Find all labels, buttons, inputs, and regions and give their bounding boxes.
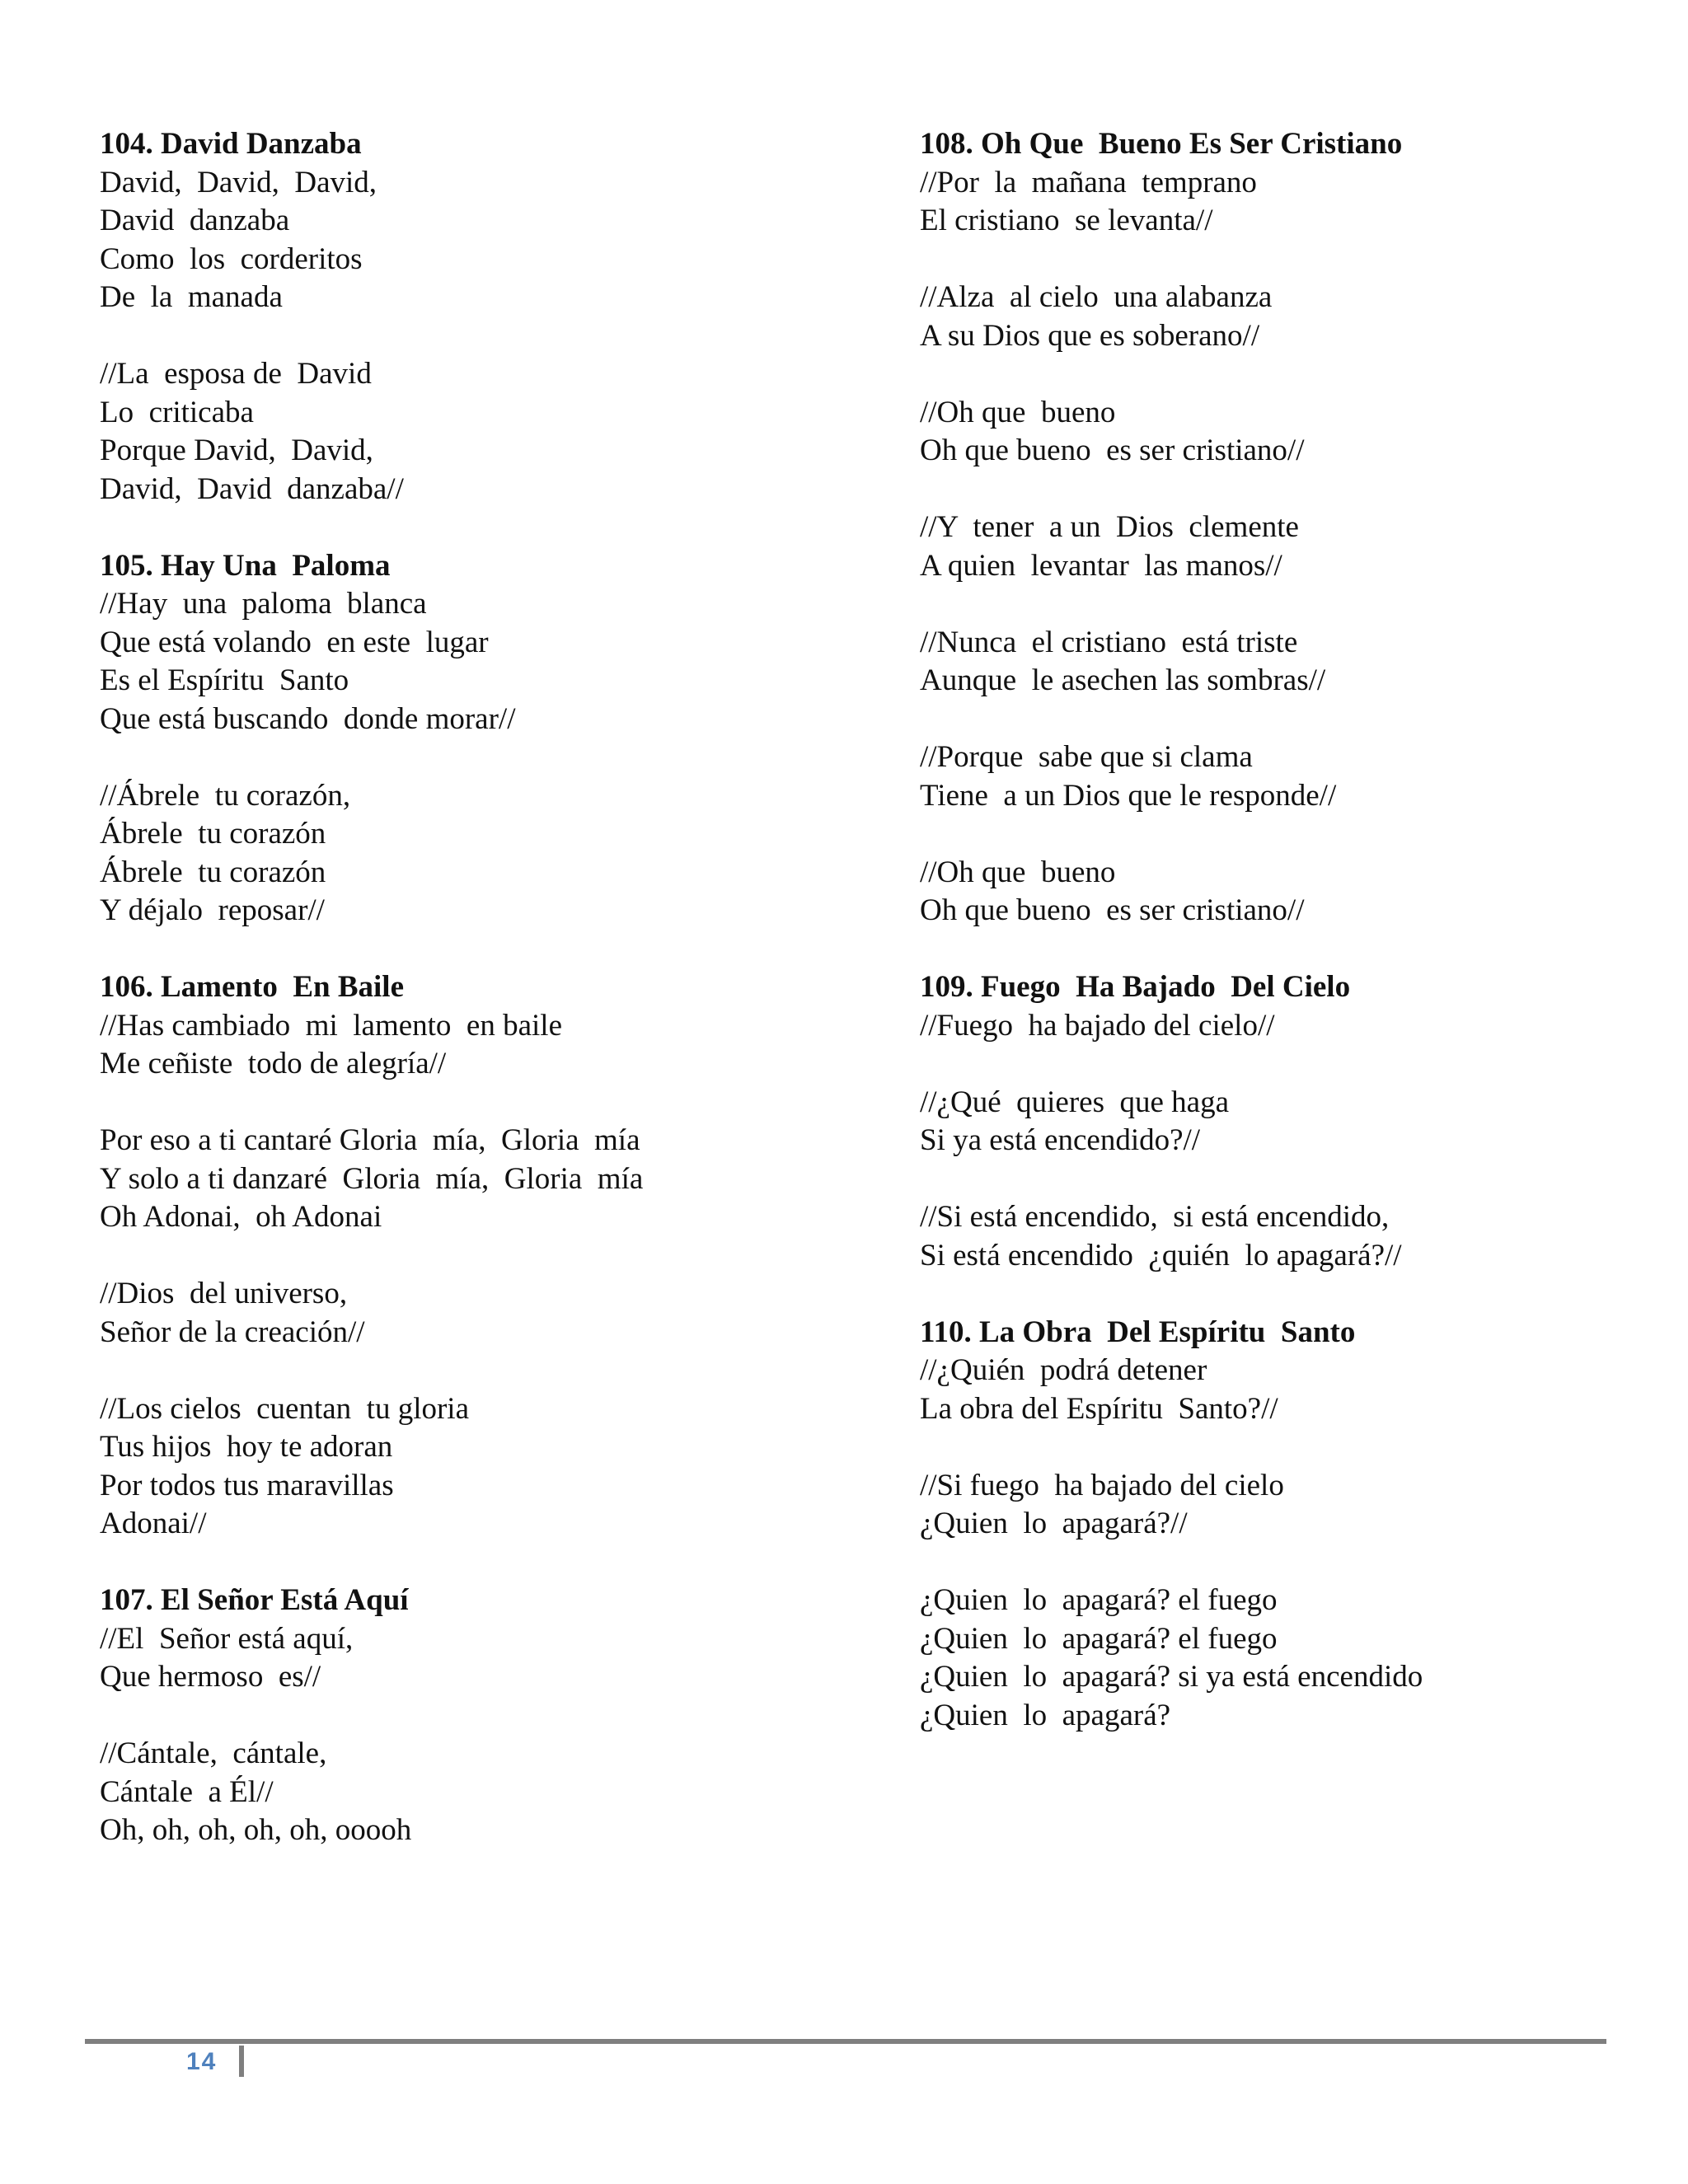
song-block [920,1314,1662,1736]
lyric-line: Adonai// [100,1507,207,1540]
lyric-line: La obra del Espíritu Santo?// [920,1391,1278,1426]
lyric-line: Que está volando en este lugar [100,625,489,659]
lyric-line: //Dios del universo, [100,1277,348,1310]
lyric-line: Si está encendido ¿quién lo apagará?// [920,1238,1402,1272]
lyric-line: Y solo a ti danzaré Gloria mía, Gloria mía [100,1161,644,1196]
lyric-line: //El Señor está aquí, [100,1621,354,1656]
lyric-line: Tiene a un Dios que le responde// [920,778,1337,813]
lyric-line: ¿Quien lo apagará?// [920,1507,1188,1540]
stanza [100,355,842,509]
lyric-line: David, David danzaba// [100,471,404,506]
lyric-line: //Ábrele tu corazón, [100,778,351,813]
lyric-line: //Has cambiado mi lamento en baile [100,1008,562,1043]
song-block [100,125,842,509]
lyric-line: Me ceñiste todo de alegría// [100,1047,447,1080]
lyric-line: //Hay una paloma blanca [100,587,427,621]
stanza [920,1582,1662,1735]
lyric-line: Ábrele tu corazón [100,817,326,851]
right-column [920,125,1662,1774]
stanza [920,1007,1662,1046]
song-title: 104. David Danzaba [100,127,362,161]
lyric-line: David danzaba [100,204,290,237]
stanza [920,624,1662,701]
left-column [100,125,842,1888]
lyric-line: Oh que bueno es ser cristiano// [920,893,1305,927]
stanza [920,509,1662,585]
stanza [920,279,1662,355]
stanza [100,777,842,930]
lyric-line: //Cántale, cántale, [100,1736,327,1770]
song-title: 110. La Obra Del Espíritu Santo [920,1315,1356,1349]
lyric-line: //Oh que bueno [920,395,1116,429]
stanza [100,164,842,317]
lyric-line: Señor de la creación// [100,1315,365,1349]
footer-rule [85,2039,1606,2044]
lyric-line: David, David, David, [100,165,377,199]
lyric-line: Aunque le asechen las sombras// [920,663,1326,697]
lyric-line: //Porque sabe que si clama [920,740,1253,774]
song-block [100,968,842,1544]
lyric-line: ¿Quien lo apagará? el fuego [920,1621,1278,1656]
stanza [920,1352,1662,1428]
lyric-line: Oh Adonai, oh Adonai [100,1200,382,1234]
song-title: 105. Hay Una Paloma [100,548,391,583]
stanza [920,738,1662,815]
lyric-line: //Alza al cielo una alabanza [920,280,1273,314]
lyric-line: //Y tener a un Dios clemente [920,510,1299,544]
stanza [920,394,1662,471]
song-block [100,1582,842,1850]
lyric-line: //Fuego ha bajado del cielo// [920,1008,1275,1043]
lyric-line: A quien levantar las manos// [920,548,1282,583]
lyric-line: Por eso a ti cantaré Gloria mía, Gloria mía [100,1123,640,1157]
lyric-line: Como los corderitos [100,241,363,276]
page-number-divider [239,2046,244,2077]
stanza [100,1275,842,1352]
lyric-line: ¿Quien lo apagará? el fuego [920,1583,1278,1617]
lyric-line: Oh que bueno es ser cristiano// [920,434,1305,467]
stanza [920,1467,1662,1544]
lyric-line: Que está buscando donde morar// [100,701,516,736]
lyric-line: //Por la mañana temprano [920,165,1257,199]
lyric-line: De la manada [100,280,283,314]
lyric-line: Lo criticaba [100,395,254,429]
stanza [920,1084,1662,1160]
lyric-line: Y déjalo reposar// [100,893,325,927]
page-number: 14 [186,2048,218,2075]
stanza [100,1735,842,1850]
lyric-line: El cristiano se levanta// [920,204,1213,237]
lyric-line: ¿Quien lo apagará? si ya está encendido [920,1660,1423,1694]
stanza [100,1620,842,1697]
lyric-line: //Si fuego ha bajado del cielo [920,1468,1284,1502]
lyric-line: //La esposa de David [100,357,372,391]
song-title: 109. Fuego Ha Bajado Del Cielo [920,970,1351,1004]
song-block [920,125,1662,930]
stanza [100,585,842,738]
stanza [100,1007,842,1084]
lyric-line: Ábrele tu corazón [100,855,326,889]
lyric-line: //Si está encendido, si está encendido, [920,1200,1390,1234]
lyric-line: A su Dios que es soberano// [920,318,1260,353]
song-block [100,547,842,930]
song-title: 106. Lamento En Baile [100,970,404,1004]
lyric-line: //¿Quién podrá detener [920,1353,1207,1387]
lyric-line: Que hermoso es// [100,1660,321,1694]
song-title: 107. El Señor Está Aquí [100,1583,409,1617]
lyric-line: Oh, oh, oh, oh, oh, ooooh [100,1813,412,1847]
song-title: 108. Oh Que Bueno Es Ser Cristiano [920,127,1403,161]
lyric-line: Cántale a Él// [100,1774,274,1809]
lyric-line: Si ya está encendido?// [920,1123,1201,1157]
lyric-line: Tus hijos hoy te adoran [100,1430,393,1464]
song-block [920,968,1662,1275]
lyric-line: Porque David, David, [100,434,373,467]
lyric-line: //¿Qué quieres que haga [920,1085,1229,1119]
stanza [920,854,1662,930]
lyric-line: //Oh que bueno [920,855,1116,889]
stanza [100,1122,842,1237]
lyric-line: //Los cielos cuentan tu gloria [100,1391,469,1426]
stanza [100,1390,842,1544]
stanza [920,1198,1662,1275]
lyric-line: Por todos tus maravillas [100,1468,394,1502]
lyric-line: Es el Espíritu Santo [100,663,349,697]
lyric-line: //Nunca el cristiano está triste [920,625,1298,659]
lyric-line: ¿Quien lo apagará? [920,1698,1171,1732]
stanza [920,164,1662,241]
